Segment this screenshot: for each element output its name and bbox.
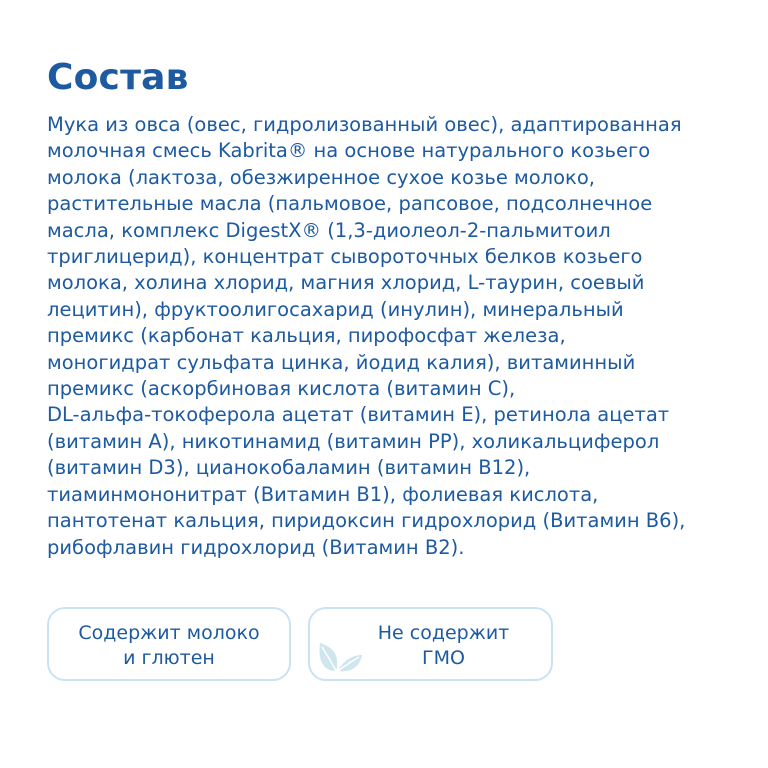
ingredients-line: пантотенат кальция, пиридоксин гидрохлорид (Витамин В6), (47, 509, 686, 533)
contains-badge-line2: и глютен (123, 647, 215, 669)
page-title: Состав (47, 57, 189, 98)
contains-badge-label (49, 621, 289, 671)
gmo-badge-label (336, 621, 551, 671)
ingredients-line: молока, холина хлорид, магния хлорид, L-таурин, соевый (47, 271, 645, 295)
ingredients-line: тиаминмононитрат (Витамин В1), фолиевая кислота, (47, 482, 599, 506)
ingredients-line: премикс (аскорбиновая кислота (витамин С), (47, 377, 516, 401)
ingredients-line: масла, комплекс DigestX® (1,3-диолеол-2-пальмитоил (47, 218, 611, 242)
ingredients-line: Мука из овса (овес, гидролизованный овес), адаптированная (47, 113, 682, 136)
gmo-badge-line1: Не содержит (377, 622, 510, 644)
ingredients-line: триглицерид), концентрат сывороточных белков козьего (47, 245, 643, 269)
ingredients-line: растительные масла (пальмовое, рапсовое, подсолнечное (47, 192, 653, 216)
gmo-free-badge (308, 607, 553, 681)
contains-badge-line1: Содержит молоко (78, 622, 260, 644)
ingredients-line: молочная смесь Kabrita® на основе натурального козьего (47, 139, 651, 163)
ingredients-text (47, 112, 727, 561)
ingredients-line: DL-альфа-токоферола ацетат (витамин Е), ретинола ацетат (47, 403, 670, 427)
ingredients-line: (витамин D3), цианокобаламин (витамин В12), (47, 456, 531, 480)
ingredients-line: премикс (карбонат кальция, пирофосфат железа, (47, 324, 566, 348)
ingredients-line: (витамин А), никотинамид (витамин РР), холикальциферол (47, 429, 660, 453)
ingredients-line: моногидрат сульфата цинка, йодид калия), витаминный (47, 350, 636, 374)
gmo-badge-line2: ГМО (422, 647, 465, 669)
ingredients-line: лецитин), фруктоолигосахарид (инулин), минеральный (47, 297, 624, 321)
ingredients-line: рибофлавин гидрохлорид (Витамин В2). (47, 535, 465, 559)
contains-milk-gluten-badge (47, 607, 291, 681)
ingredients-line: молока (лактоза, обезжиренное сухое козье молоко, (47, 165, 595, 189)
